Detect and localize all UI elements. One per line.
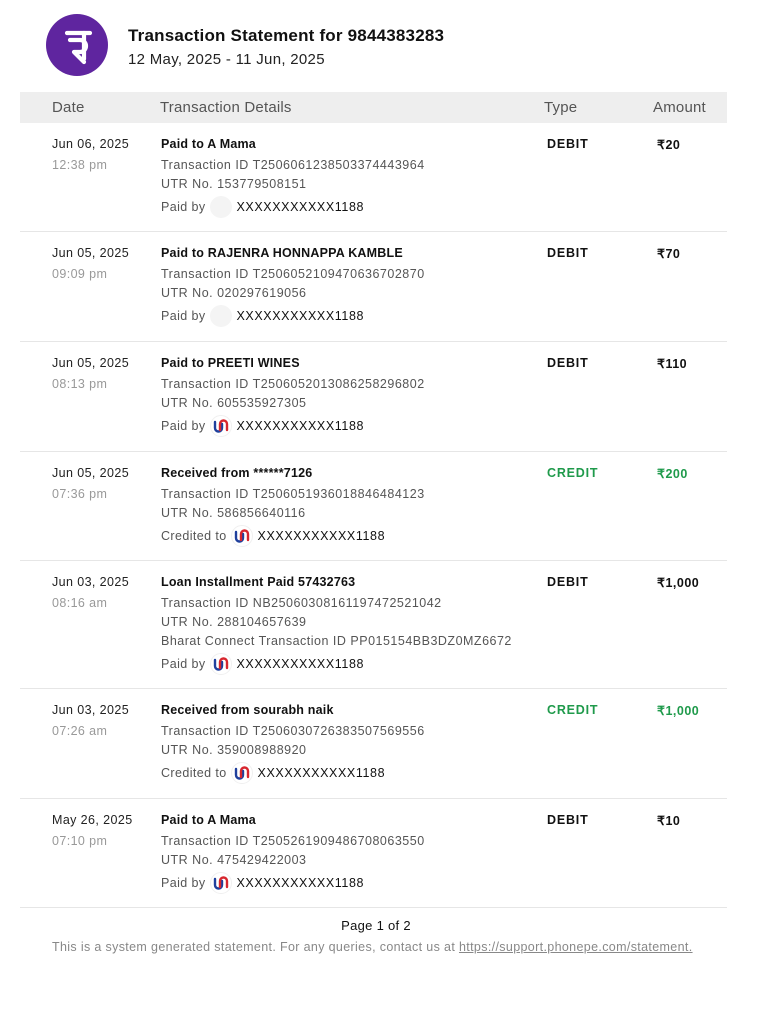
transaction-details <box>161 466 541 547</box>
payment-label: Paid by <box>161 200 206 214</box>
table-row <box>20 799 727 908</box>
union-bank-icon <box>210 653 232 675</box>
transaction-date: Jun 05, 2025 <box>52 356 130 370</box>
transaction-details <box>161 575 541 675</box>
table-row <box>20 232 727 342</box>
table-row <box>20 561 727 689</box>
transaction-amount: ₹70 <box>657 247 681 261</box>
transaction-party: Paid to A Mama <box>161 813 256 827</box>
transaction-details <box>161 137 541 218</box>
transaction-time: 07:36 pm <box>52 487 108 501</box>
statement-header <box>46 14 746 74</box>
transaction-type-badge: CREDIT <box>547 703 599 717</box>
transaction-details <box>161 356 541 437</box>
payment-label: Paid by <box>161 419 206 433</box>
transaction-time: 07:10 pm <box>52 834 108 848</box>
column-header-date: Date <box>52 99 85 116</box>
blank-bank-icon <box>210 196 232 218</box>
transaction-date: Jun 03, 2025 <box>52 703 130 717</box>
account-number: XXXXXXXXXXX1188 <box>236 309 365 323</box>
payment-account-line <box>161 415 541 437</box>
footer-note <box>52 940 693 954</box>
footer-text: This is a system generated statement. For any queries, contact us at <box>52 940 456 954</box>
transaction-date: May 26, 2025 <box>52 813 133 827</box>
statement-title: Transaction Statement for 9844383283 <box>128 26 445 45</box>
transaction-details <box>161 246 541 327</box>
transaction-time: 08:16 am <box>52 596 108 610</box>
transaction-party: Received from sourabh naik <box>161 703 334 717</box>
phonepe-logo-icon <box>46 14 108 76</box>
transaction-details <box>161 703 541 784</box>
transaction-details <box>161 813 541 894</box>
transaction-type-badge: DEBIT <box>547 813 589 827</box>
union-bank-icon <box>231 525 253 547</box>
transaction-amount: ₹200 <box>657 467 688 481</box>
statement-period: 12 May, 2025 - 11 Jun, 2025 <box>128 51 325 68</box>
transaction-amount: ₹10 <box>657 814 681 828</box>
detail-line: UTR No. 153779508151 <box>161 177 307 191</box>
transaction-amount: ₹1,000 <box>657 704 700 718</box>
detail-line: UTR No. 475429422003 <box>161 853 307 867</box>
detail-line: Transaction ID NB2506030816119747252104​2 <box>161 596 442 610</box>
detail-line: UTR No. 586856640116 <box>161 506 306 520</box>
transaction-date: Jun 06, 2025 <box>52 137 130 151</box>
support-link[interactable]: https://support.phonepe.com/statement. <box>458 940 693 954</box>
payment-account-line <box>161 196 541 218</box>
transaction-type-badge: DEBIT <box>547 137 589 151</box>
table-row <box>20 689 727 799</box>
detail-line: Transaction ID T2506030726383507569556 <box>161 724 425 738</box>
payment-label: Paid by <box>161 876 206 890</box>
payment-account-line <box>161 762 541 784</box>
detail-line: UTR No. 020297619056 <box>161 286 307 300</box>
transaction-time: 09:09 pm <box>52 267 108 281</box>
transaction-date: Jun 05, 2025 <box>52 246 130 260</box>
transaction-date: Jun 05, 2025 <box>52 466 130 480</box>
transaction-type-badge: DEBIT <box>547 246 589 260</box>
column-header-type: Type <box>544 99 578 116</box>
account-number: XXXXXXXXXXX1188 <box>257 529 386 543</box>
transaction-time: 12:38 pm <box>52 158 108 172</box>
payment-account-line <box>161 872 541 894</box>
transaction-type-badge: DEBIT <box>547 356 589 370</box>
blank-bank-icon <box>210 305 232 327</box>
column-header-details: Transaction Details <box>160 99 292 116</box>
account-number: XXXXXXXXXXX1188 <box>257 766 386 780</box>
transaction-party: Paid to PREETI WINES <box>161 356 300 370</box>
transaction-party: Paid to RAJENRA HONNAPPA KAMBLE <box>161 246 403 260</box>
transactions-table <box>20 123 727 908</box>
union-bank-icon <box>210 415 232 437</box>
detail-line: Transaction ID T2506051936018846484123 <box>161 487 425 501</box>
detail-line: Transaction ID T2506061238503374443964 <box>161 158 425 172</box>
payment-account-line <box>161 305 541 327</box>
payment-label: Paid by <box>161 657 206 671</box>
account-number: XXXXXXXXXXX1188 <box>236 200 365 214</box>
transaction-party: Paid to A Mama <box>161 137 256 151</box>
transaction-type-badge: DEBIT <box>547 575 589 589</box>
column-header-amount: Amount <box>653 99 706 116</box>
table-row <box>20 123 727 232</box>
transaction-type-badge: CREDIT <box>547 466 599 480</box>
detail-line: Transaction ID T2506052109470636702870 <box>161 267 425 281</box>
table-header <box>20 92 727 123</box>
table-row <box>20 342 727 452</box>
payment-label: Credited to <box>161 529 227 543</box>
detail-line: Transaction ID T2505261909486708063550 <box>161 834 425 848</box>
union-bank-icon <box>231 762 253 784</box>
transaction-party: Loan Installment Paid 57432763 <box>161 575 356 589</box>
transaction-amount: ₹110 <box>657 357 688 371</box>
transaction-party: Received from ******7126 <box>161 466 313 480</box>
detail-line: UTR No. 359008988920 <box>161 743 307 757</box>
page-number: Page 1 of 2 <box>341 918 411 933</box>
transaction-amount: ₹1,000 <box>657 576 700 590</box>
detail-line: Bharat Connect Transaction ID PP015154BB3DZ0MZ6672 <box>161 634 512 648</box>
detail-line: Transaction ID T2506052013086258296802 <box>161 377 425 391</box>
payment-account-line <box>161 525 541 547</box>
account-number: XXXXXXXXXXX1188 <box>236 419 365 433</box>
table-row <box>20 452 727 561</box>
payment-label: Credited to <box>161 766 227 780</box>
union-bank-icon <box>210 872 232 894</box>
transaction-date: Jun 03, 2025 <box>52 575 130 589</box>
payment-account-line <box>161 653 541 675</box>
detail-line: UTR No. 288104657639 <box>161 615 307 629</box>
transaction-time: 08:13 pm <box>52 377 108 391</box>
account-number: XXXXXXXXXXX1188 <box>236 876 365 890</box>
account-number: XXXXXXXXXXX1188 <box>236 657 365 671</box>
transaction-amount: ₹20 <box>657 138 681 152</box>
transaction-time: 07:26 am <box>52 724 108 738</box>
payment-label: Paid by <box>161 309 206 323</box>
detail-line: UTR No. 605535927305 <box>161 396 307 410</box>
